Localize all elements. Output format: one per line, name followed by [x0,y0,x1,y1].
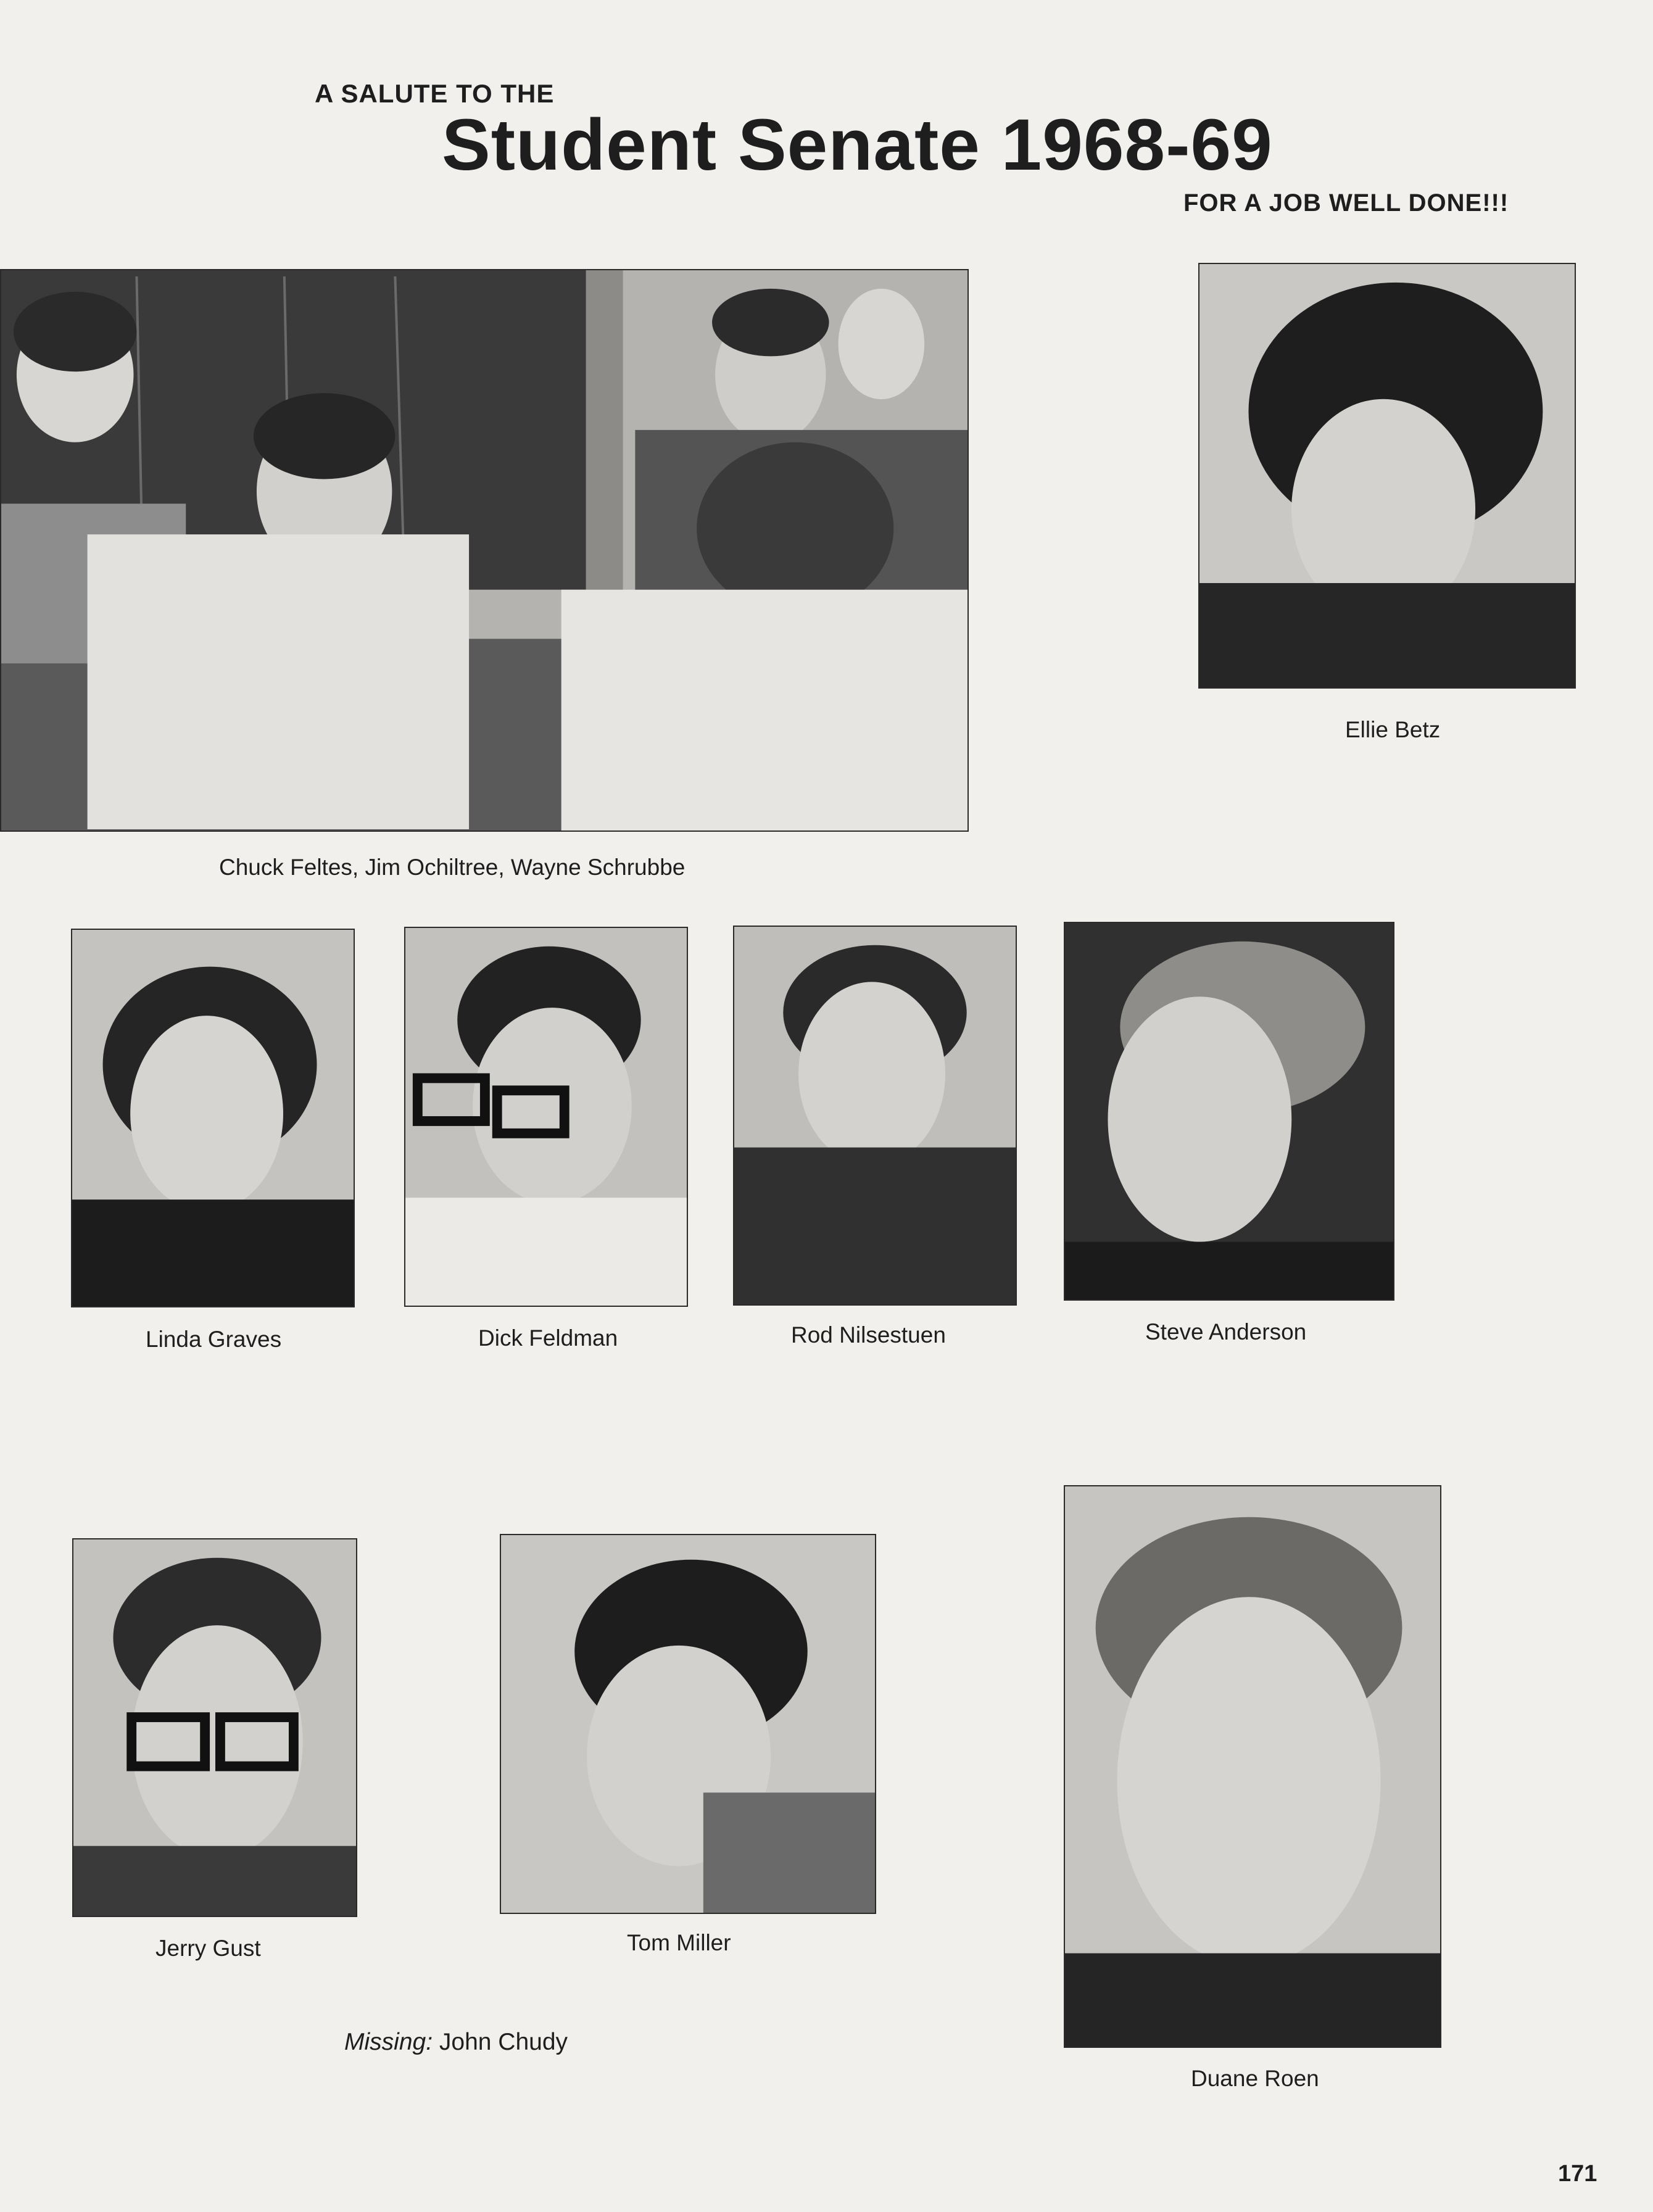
portrait-dick-feldman [404,927,688,1307]
caption-rod-nilsestuen: Rod Nilsestuen [791,1322,946,1348]
portrait-ellie-betz [1198,263,1576,689]
page-title: Student Senate 1968-69 [442,104,1273,186]
missing-note [344,2029,568,2056]
caption-dick-feldman: Dick Feldman [478,1325,618,1351]
portrait-duane-roen [1064,1485,1441,2048]
missing-label: Missing: [344,2029,433,2055]
page-number: 171 [1558,2161,1597,2187]
caption-tom-miller: Tom Miller [627,1930,731,1955]
subtitle-text: FOR A JOB WELL DONE!!! [1183,189,1509,217]
caption-linda-graves: Linda Graves [146,1327,282,1352]
missing-name: John Chudy [439,2029,568,2055]
caption-jerry-gust: Jerry Gust [155,1936,261,1961]
caption-ellie-betz: Ellie Betz [1345,717,1441,742]
caption-steve-anderson: Steve Anderson [1145,1319,1307,1344]
kicker-text: A SALUTE TO THE [315,79,555,108]
portrait-linda-graves [71,929,355,1307]
group-photo-caption: Chuck Feltes, Jim Ochiltree, Wayne Schrubbe [219,855,686,880]
group-photo [0,269,969,832]
caption-duane-roen: Duane Roen [1191,2066,1319,2091]
portrait-jerry-gust [72,1538,357,1917]
portrait-rod-nilsestuen [733,926,1017,1306]
portrait-tom-miller [500,1534,876,1914]
portrait-steve-anderson [1064,922,1394,1301]
